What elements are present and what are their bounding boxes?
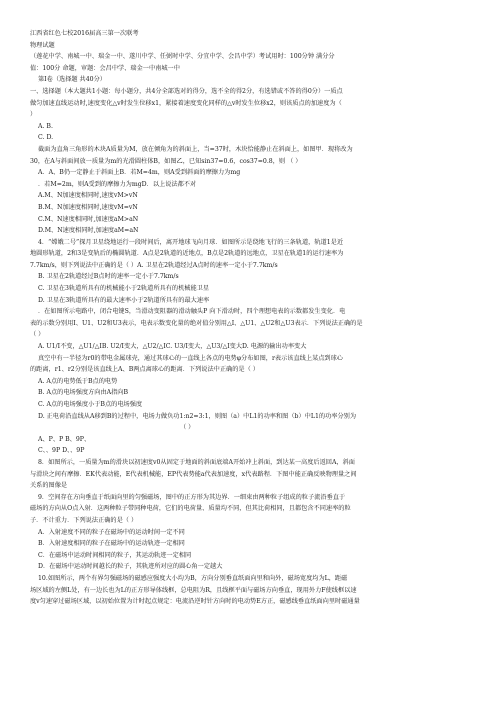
question-10-text: 场区域的左侧L处，有一边长也为L的正方形导体线框，总电阻为R，且线框平面与磁场方向垂直，现用外力F使线框以速 [30,586,357,594]
question-2-options: ．若M=2m，则A受到的摩擦力为mgD．以上说法都不对 [38,180,197,188]
question-9-option-b: B．入射速度相同的粒子在磁场中的运动轨迹一定相同 [38,540,185,548]
question-2-text: 30，在A与斜面间放一质量为m的光滑圆柱体B，如图乙，已知sin37=0.6，cos37=0.8，则 （ ） [30,157,302,165]
question-9-text: 子．不计重力．下列说法正确的是（ ） [30,516,138,524]
question-1-options: C. D. [38,134,54,142]
question-5-text: ．在如图所示电路中，闭合电键S，当滑动变阻器的滑动触头P 向下滑动时，四个理想电表的示数都发生变化．电 [38,308,346,316]
question-5-options: A. U1/I不变，△U1/△IB. U2/I变大，△U2/△IC. U3/I变大，△U3/△I变大D. 电源的输出功率变大 [38,343,307,351]
question-9-option-d: D．在磁场中运动时间越长的粒子，其轨迹所对应的圆心角一定越大 [38,563,223,571]
question-7-options: A、P、P B、9P、 [38,435,91,443]
question-3-option-a: A.M、N加速度相同时,速度vM>vN [38,192,138,200]
question-2-options: A．A、B仍一定静止于斜面上B．若M=4m，则A受到斜面的摩擦力为mg [38,169,241,177]
question-6-text: 真空中有一半径为r0的带电金属球壳，通过其球心的一直线上各点的电势φ分布如图，r表示该直线上某点到球心 [38,354,343,362]
question-5-text: （ ） [30,331,45,339]
question-9-option-a: A．入射速度不同的粒子在磁场中的运动时间一定不同 [38,528,185,536]
question-3-option-c: C.M、N速度相同时,加速度aM>aN [38,215,139,223]
question-3-option-d: D.M、N速度相同时,加速度aM=aN [38,227,139,235]
question-10-text: 10.如图所示，两个有界匀强磁场的磁感应强度大小均为B，方向分别垂直纸面向里和向外，磁场宽度均为L，距磁 [38,574,348,582]
question-9-text: 9．空间存在方向垂直于纸面向里的匀强磁场，图中的正方形为其边界．一细束由两种粒子组成的粒子流沿垂直于 [38,493,346,501]
question-6-option-d: D. 正电荷沿直线从A移到B的过程中，电场力做负功1:n2=3:1，则图（a）中L1的功率和图（b）中L1的功率分别为 [38,412,357,420]
question-1-options: A. B. [38,122,53,130]
question-7-options: C、、9P D、、9P [38,447,85,455]
question-7-blank: （ ） [180,424,195,432]
question-6-text: 的距离，r1、r2分别是该直线上A、B两点离球心的距离．下列说法中正确的是（ ） [30,366,259,374]
question-9-option-c: C．在磁场中运动时间相同的粒子，其运动轨迹一定相同 [38,551,192,559]
question-6-option-c: C. A点的电场强度小于B点的电场强度 [38,401,143,408]
question-8-text: 8．如图所示，一质量为m的滑块以初速度v0从固定于地面的斜面底端A开始冲上斜面，到达某一高度后返回A，斜面 [38,458,355,466]
section-title: 第Ⅰ卷（选择题 共40分） [38,76,106,84]
subject-title: 物理试题 [30,41,55,49]
question-4-text: 4．“嫦娥二号”探月卫星绕地运行一段时间后，离开地球飞向月球．如图所示是绕地飞行的三条轨道，轨道1是近 [38,238,344,246]
question-6-option-b: B. A点的电场强度方向由A指向B [38,389,129,397]
question-8-text: 关系的图像是 [30,482,68,490]
question-1-text: 一、选择题（本大题共1小题：每小题分，共4分全部选对的得分，选不全的得2分，有选错或不答的得0分）一质点 [30,87,343,95]
question-5-text: 表的示数分别用I、U1、U2和U3表示，电表示数变化量的绝对值分别用△I、△U1、△U2和△U3表示．下列说法正确的是 [30,319,363,327]
question-10-text: 度v匀速穿过磁场区域，以初始位置为计时起点规定：电流沿逆时针方向时的电动势E方正，磁感线垂直纸面向里时磁通量 [30,598,360,606]
question-4-text: 7.7km/s，则下列说法中正确的是（ ）A. 卫星在2轨道经过A点时的速率一定小于7.7km/s [30,261,278,269]
question-3-option-b: B.M、N加速度相同时,速度vM=vN [38,203,138,211]
question-4-option-d: D. 卫星在3轨道所具有的最大速率小于2轨道所具有的最大速率 [38,296,210,304]
score-info: 值：100分 命题，审题：会昌中学、瑞金一中南城一中 [30,64,180,72]
school-list: （莲花中学、南城一中、瑞金一中、遂川中学、任弼时中学、分宜中学、会昌中学）考试用时：100分钟 满分分 [30,53,335,61]
question-4-option-b: B. 卫星在2轨道经过B点时的速率一定小于7.7km/s [38,273,179,281]
question-4-option-c: C. 卫星在3轨道所具有的机械能小于2轨道所具有的机械能卫星 [38,285,210,293]
question-6-option-a: A. A点的电势低于B点的电势 [38,377,118,385]
question-4-text: 地圆形轨道，2和3是变轨后的椭圆轨道．A点是2轨道的近地点，B点是2轨道的远地点，卫星在轨道1的运行速率为 [30,250,344,258]
question-1-text: ） [30,111,37,119]
exam-header: 江西省红色七校2016届高三第一次联考 [30,30,139,37]
question-9-text: 磁场的方向从O点入射．这两种粒子带同种电荷，它们的电荷量、质量均不同，但其比荷相同，且都包含不同速率的粒 [30,505,351,513]
question-8-text: 与滑块之间有摩擦．EK代表动能，E代表机械能，EP代表势能a代表加速度，x代表路程．下图中能正确反映物理量之间 [30,470,357,478]
question-2-text: 截面为直角三角形的木块A质量为M，放在倾角为的斜面上，当=37时，木块恰能静止在斜面上，如图甲．现将改为 [38,145,353,153]
question-1-text: 做匀加速直线运动时,速度变化△v时发生位移x1，紧接着速度变化同样的△v时发生位移x2，则该质点的加速度为（ [30,99,342,107]
